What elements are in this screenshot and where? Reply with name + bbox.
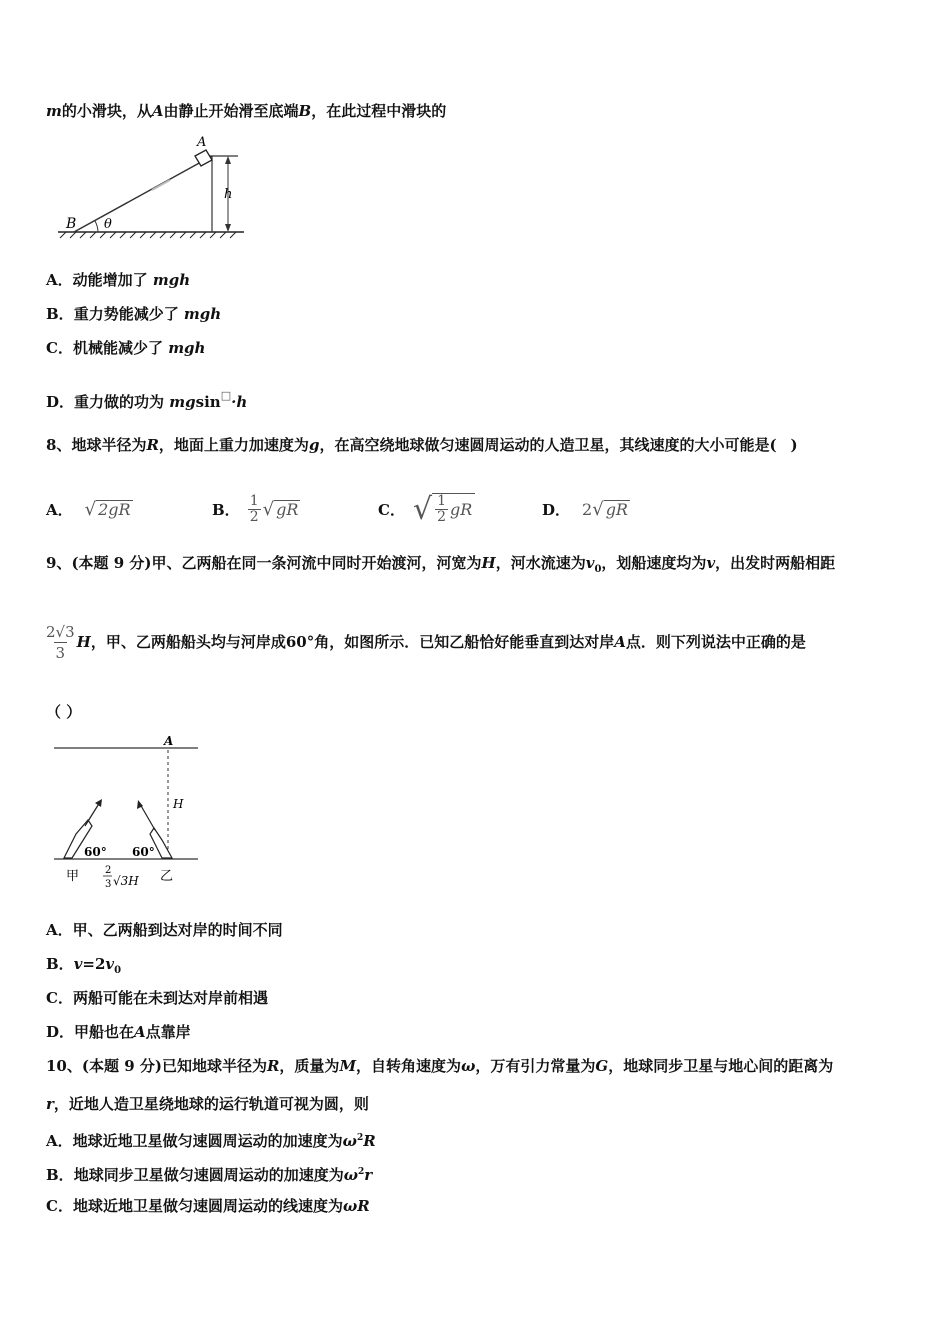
q9-answer-paren	[46, 702, 81, 722]
option-letter: A．	[46, 271, 73, 289]
var-omega: ω	[461, 1057, 476, 1075]
label-A: A	[164, 734, 174, 748]
fraction	[435, 494, 448, 525]
option-math: v	[73, 955, 83, 973]
option-text: 动能增加了	[72, 271, 153, 289]
option-letter: B．	[46, 1166, 74, 1184]
question-number: 10、	[46, 1057, 82, 1075]
option-math: A	[134, 1023, 146, 1041]
option-letter: B．	[46, 955, 74, 973]
subscript: 0	[114, 965, 122, 976]
option-letter: A．	[46, 1132, 73, 1150]
label-yi: 乙	[160, 869, 174, 884]
var-A: A	[614, 633, 626, 651]
math-expression	[582, 500, 630, 519]
sqrt-expression: √ gR	[262, 498, 299, 520]
sqrt-expression: √ gR	[592, 498, 628, 520]
option-text: =2	[82, 955, 106, 973]
var-A: A	[151, 102, 164, 120]
math-expression	[248, 494, 301, 525]
radicand: gR	[605, 499, 628, 519]
q8-stem	[46, 435, 798, 455]
q9-option-d[interactable]	[46, 1022, 191, 1042]
label-jia: 甲	[66, 869, 80, 884]
label-H: H	[173, 797, 184, 811]
q9-stem-line1	[46, 553, 835, 580]
river-figure	[52, 730, 202, 895]
option-math: mgh	[168, 339, 206, 357]
option-text: 两船可能在未到达对岸前相遇	[72, 989, 268, 1007]
text: ，在高空绕地球做匀速圆周运动的人造卫星，其线速度的大小可能是(	[319, 436, 777, 454]
q7-intro	[46, 101, 446, 121]
option-text: 点靠岸	[145, 1023, 191, 1041]
q9-option-b[interactable]	[46, 954, 121, 981]
text: ，出发时两船相距	[715, 554, 836, 572]
option-text: 重力势能减少了	[73, 305, 184, 323]
option-math: ·h	[231, 393, 248, 411]
var-H: H	[76, 633, 91, 651]
var-g: g	[308, 436, 320, 454]
q10-stem-line2	[46, 1094, 369, 1114]
option-text: 地球同步卫星做匀速圆周运动的加速度为	[73, 1166, 344, 1184]
text: 角，如图所示．已知乙船恰好能垂直到达对岸	[314, 633, 615, 651]
q10-option-c[interactable]	[46, 1196, 370, 1216]
dist-rest: √3H	[113, 874, 139, 888]
text: ，在此过程中滑块的	[311, 102, 447, 120]
denominator: 2	[437, 509, 446, 525]
option-math: mg	[169, 393, 196, 411]
missing-glyph-box: □	[220, 389, 232, 402]
option-math: ω	[343, 1166, 358, 1184]
q9-option-c[interactable]	[46, 988, 268, 1008]
sqrt-argument	[432, 493, 475, 525]
numerator: 1	[249, 492, 259, 509]
q8-option-c[interactable]	[378, 492, 475, 526]
text: ，万有引力常量为	[475, 1057, 596, 1075]
option-letter: B．	[46, 305, 74, 323]
text: ，地球同步卫星与地心间的距离为	[608, 1057, 834, 1075]
numerator: 2√3	[46, 622, 75, 641]
superscript: 2	[358, 1167, 365, 1177]
text: ，质量为	[279, 1057, 340, 1075]
math-expression: √ $\frac{1}{2}$ gR	[413, 493, 475, 525]
radicand: gR	[450, 500, 473, 519]
var-R: R	[146, 436, 159, 454]
q7-option-c[interactable]	[46, 338, 205, 358]
question-number: 9、	[46, 554, 72, 572]
question-number: 8、	[46, 436, 72, 454]
text: ，划船速度均为	[601, 554, 707, 572]
text: 由静止开始滑至底端	[163, 102, 299, 120]
q8-option-d[interactable]	[542, 492, 630, 526]
option-text: 机械能减少了	[72, 339, 169, 357]
angle-label-left: 60°	[84, 845, 107, 859]
radicand: 2gR	[98, 499, 131, 519]
superscript: 2	[356, 1133, 364, 1143]
option-math: v	[105, 955, 115, 973]
option-text: 地球近地卫星做匀速圆周运动的线速度为	[72, 1197, 343, 1215]
option-math: R	[363, 1132, 376, 1150]
option-math: r	[364, 1166, 373, 1184]
q8-option-a[interactable]	[46, 492, 133, 526]
dist-den: 3	[105, 879, 112, 890]
option-math: ωR	[342, 1197, 370, 1215]
angle-label-right: 60°	[132, 845, 155, 859]
text: )	[790, 436, 798, 454]
angle-value: 60°	[285, 633, 315, 651]
var-G: G	[595, 1057, 609, 1075]
option-text: 甲船也在	[74, 1023, 135, 1041]
option-letter: C．	[46, 989, 73, 1007]
option-letter: C．	[378, 500, 405, 519]
text: ，甲、乙两船船头均与河岸成	[90, 633, 286, 651]
label-B: B	[66, 216, 77, 232]
incline-figure	[52, 134, 252, 244]
var-H: H	[481, 554, 496, 572]
option-letter: D．	[46, 393, 75, 411]
option-text: 重力做的功为	[74, 393, 170, 411]
q10-option-a[interactable]	[46, 1128, 376, 1151]
option-letter: A．	[46, 500, 73, 519]
q9-stem-line2	[46, 618, 806, 666]
q8-option-b[interactable]	[212, 492, 300, 526]
option-math: ω	[342, 1132, 357, 1150]
option-text: 地球近地卫星做匀速圆周运动的加速度为	[72, 1132, 343, 1150]
option-letter: C．	[46, 1197, 73, 1215]
radicand: gR	[276, 499, 299, 519]
label-theta: θ	[104, 217, 112, 232]
label-h: h	[224, 187, 233, 202]
denominator: 3	[55, 643, 66, 662]
var-m: m	[46, 102, 62, 120]
sqrt-expression: √ 2gR	[84, 498, 131, 520]
text: ，地面上重力加速度为	[158, 436, 309, 454]
q10-option-b[interactable]	[46, 1162, 372, 1185]
option-math: sin	[195, 393, 221, 411]
answer-paren: （ ）	[46, 703, 82, 721]
option-letter: D．	[46, 1023, 75, 1041]
var-R: R	[266, 1057, 280, 1075]
q7-option-a[interactable]	[46, 270, 190, 290]
text: ，自转角速度为	[356, 1057, 462, 1075]
coefficient: 2	[582, 499, 593, 519]
var-B: B	[298, 102, 312, 120]
option-math: mgh	[152, 271, 191, 289]
numerator: 1	[437, 493, 446, 509]
text: 点．则下列说法中正确的是	[625, 633, 806, 651]
q8-options	[46, 492, 926, 526]
text: (本题 9 分)已知地球半径为	[81, 1057, 267, 1075]
distance-fraction	[46, 622, 75, 663]
option-letter: A．	[46, 921, 73, 939]
text: ，河水流速为	[495, 554, 586, 572]
option-letter: B．	[212, 500, 240, 519]
text: 的小滑块，从	[61, 102, 152, 120]
text: (本题 9 分)甲、乙两船在同一条河流中同时开始渡河，河宽为	[71, 554, 482, 572]
option-math: mgh	[183, 305, 222, 323]
var-v0: v	[585, 554, 595, 572]
option-letter: D．	[542, 500, 571, 519]
option-text: 甲、乙两船到达对岸的时间不同	[72, 921, 283, 939]
denominator: 2	[249, 508, 259, 525]
var-v: v	[706, 554, 716, 572]
var-r: r	[46, 1095, 54, 1113]
var-M: M	[339, 1057, 357, 1075]
option-letter: C．	[46, 339, 73, 357]
fraction	[248, 494, 261, 525]
dist-num: 2	[105, 865, 112, 876]
text: 地球半径为	[71, 436, 147, 454]
q7-option-d[interactable]	[46, 386, 247, 412]
label-A: A	[197, 135, 207, 150]
q10-stem-line1	[46, 1056, 833, 1076]
q9-option-a[interactable]	[46, 920, 283, 940]
q7-option-b[interactable]	[46, 304, 221, 324]
text: ，近地人造卫星绕地球的运行轨道可视为圆，则	[53, 1095, 369, 1113]
subscript: 0	[594, 564, 602, 575]
